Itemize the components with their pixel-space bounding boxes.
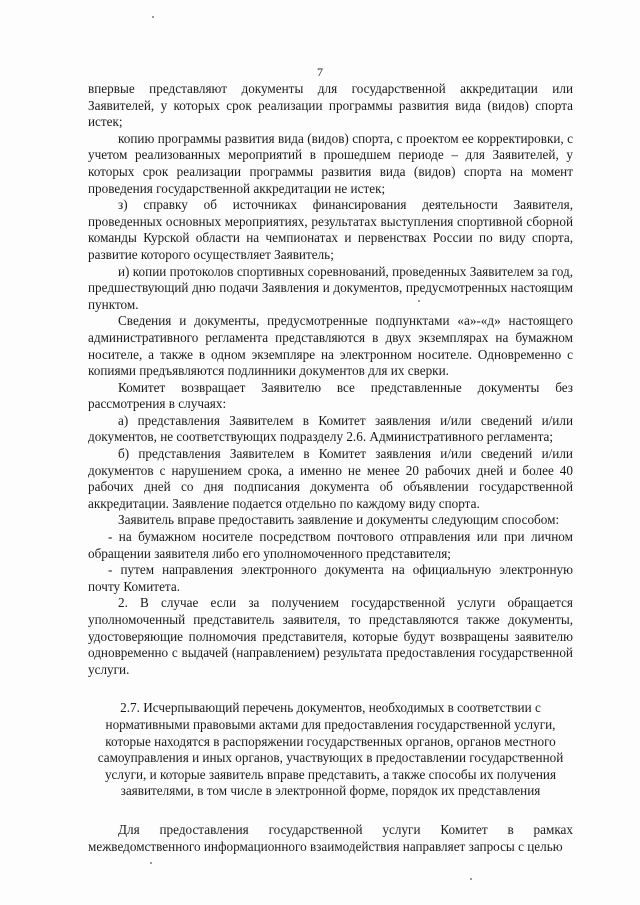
paragraph: з) справку об источниках финансирования деятельности Заявителя, проведенных основных мероприятиях, результатах выступления спортивной сборной команды Курской области на чемпионатах и первенствах России по виду спорта, развитие которого осуществляет Заявитель; [88,197,573,262]
list-item: - на бумажном носителе посредством почтового отправления или при личном обращении заявителя либо его уполномоченного представителя; [88,529,573,561]
scan-speck [150,862,152,864]
paragraph: Сведения и документы, предусмотренные подпунктами «а»-«д» настоящего административного регламента представляются в двух экземплярах на бумажном носителе, а также в одном экземпляре на электронном носителе. Одновременно с копиями предъявляются подлинники документов для их сверки. [88,313,573,379]
paragraph: а) представления Заявителем в Комитет заявления и/или сведений и/или документов, не соответствующих подразделу 2.6. Административного регламента; [88,412,573,445]
list-item: - путем направления электронного документа на официальную электронную почту Комитета. [88,562,573,594]
section-heading: 2.7. Исчерпывающий перечень документов, необходимых в соответствии с нормативными правовыми актами для предоставления государственной услуги, которые находятся в распоряжении государственных органов, органов местного самоуправления и иных органов, участвующих в предоставлении государственной услуги, и которые заявитель вправе представить, а также способы их получения заявителями, в том числе в электронной форме, порядок их представления [97,700,564,799]
paragraph: впервые представляют документы для государственной аккредитации или Заявителей, у которых срок реализации программы развития вида (видов) спорта истек; [88,81,573,130]
paragraph: копию программы развития вида (видов) спорта, с проектом ее корректировки, с учетом реализованных мероприятий в прошедшем периоде – для Заявителей, у которых срок реализации программы развития вида (видов) спорта на момент проведения государственной аккредитации не истек; [88,130,573,196]
paragraph: 2. В случае если за получением государственной услуги обращается уполномоченный представитель заявителя, то представляются также документы, удостоверяющие полномочия представителя, которые будут возвращены заявителю одновременно с выдачей (направлением) результата предоставления государственной услуги. [88,595,573,677]
paragraph: Комитет возвращает Заявителю все представленные документы без рассмотрения в случаях: [88,379,573,412]
paragraph: Заявитель вправе предоставить заявление и документы следующим способом: [118,512,560,528]
page-number: 7 [317,65,323,79]
section-heading-block [88,700,573,800]
scan-speck [152,16,154,18]
scan-speck [470,878,472,880]
paragraph: и) копии протоколов спортивных соревнований, проведенных Заявителем за год, предшествующий дню подачи Заявления и документов, предусмотренных настоящим пунктом. [88,263,573,312]
paragraph: Для предоставления государственной услуги Комитет в рамках межведомственного информационного взаимодействия направляет запросы с целью [88,821,573,854]
document-body [88,81,573,855]
paragraph: б) представления Заявителем в Комитет заявления и/или сведений и/или документов с нарушением срока, а именно не менее 20 рабочих дней и более 40 рабочих дней со дня подписания документа об объявлении государственной аккредитации. Заявление подается отдельно по каждому виду спорта. [88,446,573,511]
